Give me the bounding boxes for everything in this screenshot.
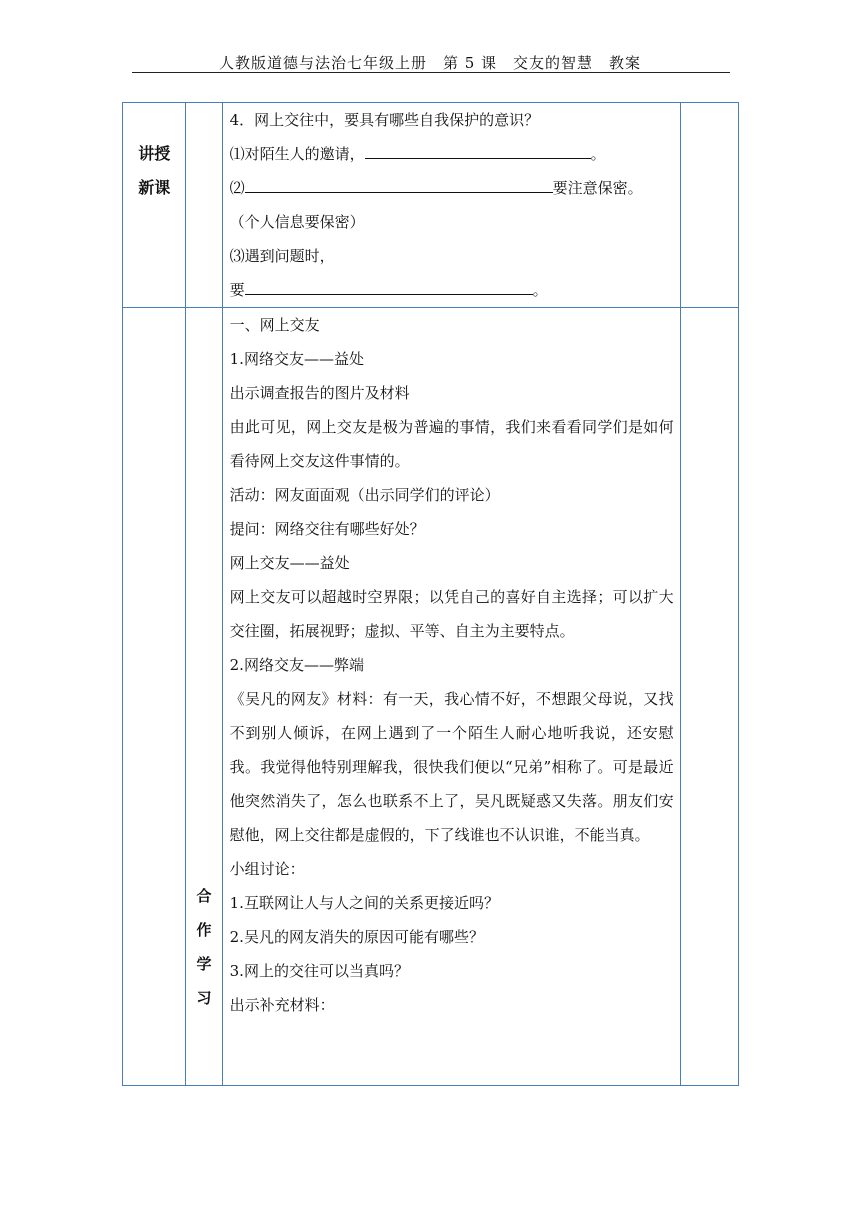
category-line: 新课 xyxy=(138,178,171,197)
content-cell xyxy=(222,103,680,308)
text-line: 小组讨论： xyxy=(229,860,305,878)
text-line: 出示调查报告的图片及材料 xyxy=(229,384,410,402)
text-line: 活动：网友面面观（出示同学们的评论） xyxy=(229,486,500,504)
paragraph: 网上交友可以超越时空界限；以凭自己的喜好自主选择；可以扩大交往圈，拓展视野；虚拟、平等、自主为主要特点。 xyxy=(229,588,674,640)
page-header: 人教版道德与法治七年级上册 第 5 课 交友的智慧 教案 xyxy=(218,54,642,72)
answer-blank xyxy=(245,293,533,295)
text-line: 出示补充材料： xyxy=(229,996,335,1014)
subcategory-cell xyxy=(186,103,222,308)
category-cell xyxy=(123,103,186,308)
subcategory-char: 习 xyxy=(196,989,212,1007)
section-heading: 一、网上交友 xyxy=(229,316,320,334)
subheading: 1.网络交友——益处 xyxy=(229,350,364,368)
discussion-question: 1.互联网让人与人之间的关系更接近吗？ xyxy=(229,894,499,912)
table-row xyxy=(123,308,739,1086)
category-line: 讲授 xyxy=(138,144,171,163)
subcategory-cell xyxy=(186,308,222,1086)
discussion-question: 2.吴凡的网友消失的原因可能有哪些？ xyxy=(229,928,484,946)
category-cell xyxy=(123,308,186,1086)
fill-item-3-line: 要 。 xyxy=(229,281,548,299)
fill-item-1: ⑴对陌生人的邀请， 。 xyxy=(229,145,606,163)
table-row xyxy=(123,103,739,308)
content-cell xyxy=(222,308,680,1086)
subcategory-char: 合 xyxy=(196,887,212,905)
answer-blank xyxy=(245,191,553,193)
paragraph: 《吴凡的网友》材料：有一天，我心情不好，不想跟父母说，又找不到别人倾诉，在网上遇到了一个陌生人耐心地听我说，还安慰我。我觉得他特别理解我，很快我们便以“兄弟”相称了。可是最近他突然消失了，怎么也联系不上了，吴凡既疑惑又失落。朋友们安慰他，网上交往都是虚假的，下了线谁也不认识谁，不能当真。 xyxy=(229,690,674,844)
fill-item-2: ⑵ 要注意保密。 xyxy=(229,179,643,197)
notes-cell xyxy=(680,103,738,308)
lesson-plan-table xyxy=(122,102,739,1086)
subcategory-char: 学 xyxy=(196,955,212,973)
answer-blank xyxy=(365,157,591,159)
header-rule xyxy=(132,72,730,73)
subcategory-char: 作 xyxy=(196,921,212,939)
text-line: 提问：网络交往有哪些好处？ xyxy=(229,520,425,538)
notes-cell xyxy=(680,308,738,1086)
text-line: 网上交友——益处 xyxy=(229,554,350,572)
fill-item-2-note: （个人信息要保密） xyxy=(229,213,365,231)
subheading: 2.网络交友——弊端 xyxy=(229,656,364,674)
discussion-question: 3.网上的交往可以当真吗？ xyxy=(229,962,409,980)
fill-item-3: ⑶遇到问题时， xyxy=(229,247,335,265)
question-text: 4．网上交往中，要具有哪些自我保护的意识？ xyxy=(229,111,540,129)
paragraph: 由此可见，网上交友是极为普遍的事情，我们来看看同学们是如何看待网上交友这件事情的。 xyxy=(229,418,674,470)
